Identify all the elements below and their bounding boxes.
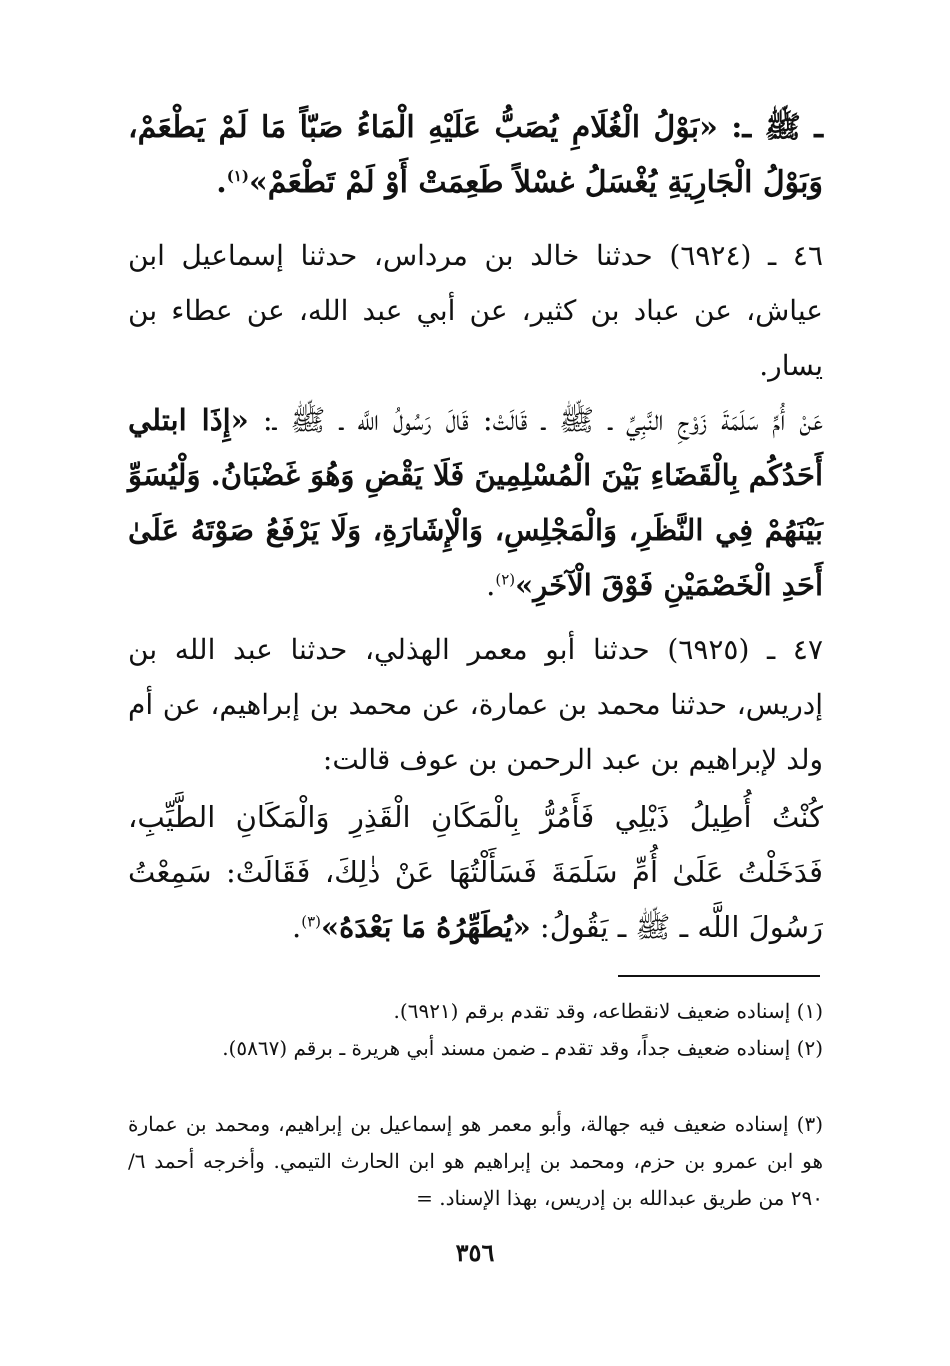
hadith-46-text: ٤٦ ـ (٦٩٢٤) حدثنا خالد بن مرداس، حدثنا إسماعيل ابن عياش، عن عباد بن كثير، عن أبي عبد الله، عن عطاء بن يسار. [128, 239, 823, 382]
hadith-47-lead: كُنْتُ أُطِيلُ ذَيْلِي فَأَمُرُّ بِالْمَكَانِ الْقَذِرِ وَالْمَكَانِ الطَّيِّبِ، فَدَخَلْتُ عَلَىٰ أُمِّ سَلَمَةَ فَسَأَلْتُهَا عَنْ ذٰلِكَ، فَقَالَتْ: سَمِعْتُ رَسُولَ اللَّه ـ ﷺ ـ يَقُولُ: [128, 800, 823, 944]
footnote-2 [128, 1030, 823, 1067]
hadith-47-matn [128, 790, 823, 955]
footnote-marker-1: (١) [226, 167, 249, 185]
footnote-marker-3: (٣) [301, 912, 321, 931]
hadith-46-quote: «إِذَا ابتلي أَحَدُكُم بِالْقَضَاءِ بَيْنَ الْمُسْلِمِينَ فَلَا يَقْضِ وَهُوَ غَضْبَانُ. وَلْيُسَوِّ بَيْنَهُمْ فِي النَّظَرِ، وَالْمَجْلِسِ، وَالْإِشَارَةِ، وَلَا يَرْفَعُ صَوْتَهُ عَلَىٰ أَحَدِ الْخَصْمَيْنِ فَوْقَ الْآخَرِ» [128, 403, 823, 602]
footnote-3-text: (٣) إسناده ضعيف فيه جهالة، وأبو معمر هو إسماعيل بن إبراهيم، ومحمد بن عمارة هو ابن عمرو بن حزم، ومحمد بن إبراهيم هو ابن الحارث التيمي. وأخرجه أحمد ٦/ ٢٩٠ من طريق عبدالله بن إدريس، بهذا الإسناد. = [128, 1112, 823, 1210]
hadith-46-isnad [128, 228, 823, 393]
hadith-47-quote: «يُطَهِّرُهُ مَا بَعْدَهُ» [320, 910, 531, 944]
footnote-1 [128, 993, 823, 1030]
hadith-1-body: ـ ﷺ ـ: «بَوْلُ الْغُلَامِ يُصَبُّ عَلَيْهِ الْمَاءُ صَبّاً مَا لَمْ يَطْعَمْ، وَبَوْلُ الْجَارِيَةِ يُغْسَلُ غسْلاً طَعِمَتْ أَوْ لَمْ تَطْعَمْ» [128, 110, 823, 200]
hadith-47-isnad [128, 622, 823, 787]
page-number: ٣٥٦ [455, 1238, 495, 1267]
period: . [291, 910, 302, 944]
period: . [486, 568, 496, 602]
hadith-47-text: ٤٧ ـ (٦٩٢٥) حدثنا أبو معمر الهذلي، حدثنا عبد الله بن إدريس، حدثنا محمد بن عمارة، عن محمد بن إبراهيم، عن أم ولد لإبراهيم بن عبد الرحمن بن عوف قالت: [128, 633, 823, 776]
footnote-2-text: (٢) إسناده ضعيف جداً، وقد تقدم ـ ضمن مسند أبي هريرة ـ برقم (٥٨٦٧). [222, 1036, 823, 1060]
footnote-1-text: (١) إسناده ضعيف لانقطاعه، وقد تقدم برقم (٦٩٢١). [393, 999, 823, 1023]
hadith-46-matn [128, 393, 823, 613]
footnote-marker-2: (٢) [495, 570, 516, 589]
hadith-text-1 [128, 100, 823, 210]
footnote-separator [618, 975, 820, 977]
footnote-3 [128, 1106, 823, 1217]
period: . [216, 165, 227, 200]
hadith-46-lead: عَنْ أُمِّ سَلَمَةَ زَوْجِ النَّبِيِّ ـ ﷺ ـ قَالَتْ: قَالَ رَسُولُ اللَّه ـ ﷺ ـ: [248, 403, 823, 437]
